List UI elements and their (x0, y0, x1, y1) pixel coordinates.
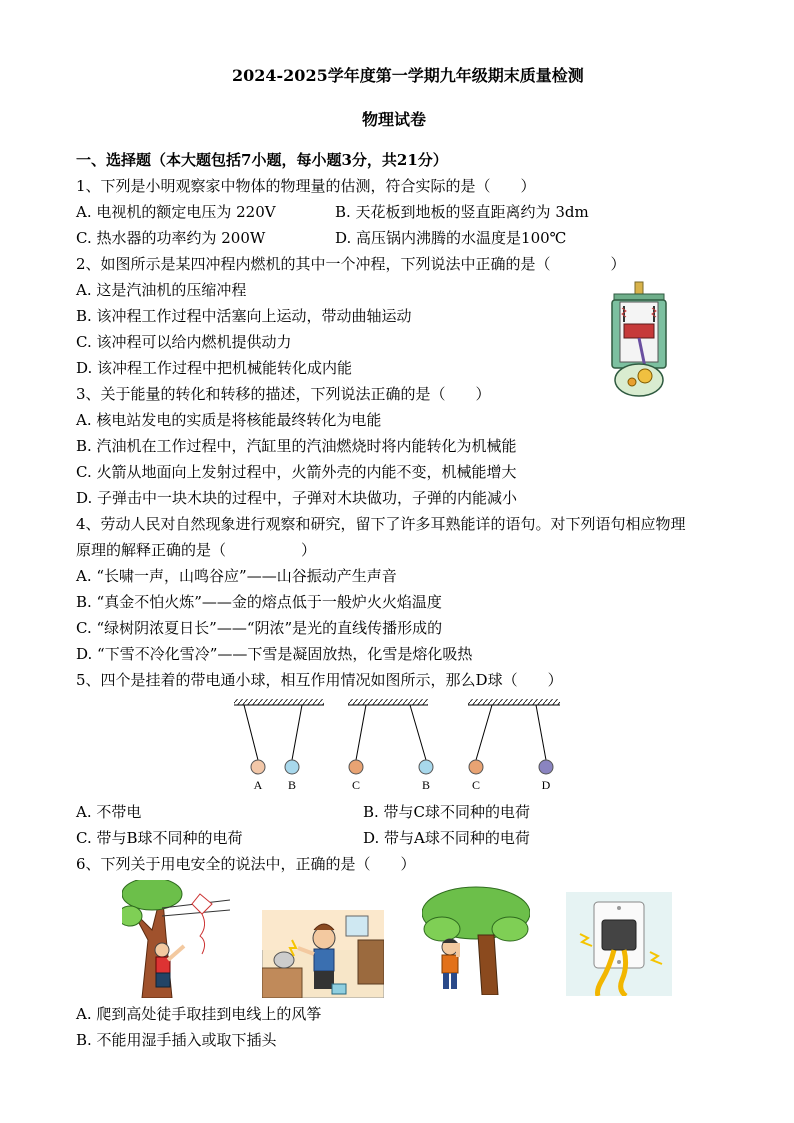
ball-label: C (471, 778, 481, 792)
q6-option-b: B. 不能用湿手插入或取下插头 (76, 1031, 277, 1049)
exam-title: 2024-2025学年度第一学期九年级期末质量检测 (232, 66, 584, 85)
q2-stem: 2、如图所示是某四冲程内燃机的其中一个冲程，下列说法中正确的是（ ） (76, 255, 626, 273)
support-bar-2 (348, 699, 428, 705)
ball-label: C (351, 778, 361, 792)
support-bar-1 (234, 699, 324, 705)
q5-option-a: A. 不带电 (76, 803, 142, 821)
ball-c (469, 760, 483, 774)
q4-stem-line1: 4、劳动人民对自然现象进行观察和研究，留下了许多耳熟能详的语句。对下列语句相应物理 (76, 515, 686, 533)
damaged-plug-illustration (566, 892, 672, 996)
q3-option-a: A. 核电站发电的实质是将核能最终转化为电能 (76, 411, 382, 429)
kite-climbing-illustration (122, 880, 230, 998)
q6-option-a: A. 爬到高处徒手取挂到电线上的风筝 (76, 1005, 322, 1023)
q2-option-b: B. 该冲程工作过程中活塞向上运动，带动曲轴运动 (76, 307, 412, 325)
q1-stem: 1、下列是小明观察家中物体的物理量的估测，符合实际的是（ ） (76, 177, 536, 195)
exam-subtitle: 物理试卷 (362, 110, 427, 129)
wet-hands-plug-illustration (262, 910, 384, 998)
ball-c (349, 760, 363, 774)
q4-option-a: A. “长啸一声，山鸣谷应”——山谷振动产生声音 (76, 567, 397, 585)
q1-option-b: B. 天花板到地板的竖直距离约为 3dm (335, 203, 589, 221)
q5-stem: 5、四个是挂着的带电通小球，相互作用情况如图所示，那么D球（ ） (76, 671, 563, 689)
q3-option-c: C. 火箭从地面向上发射过程中，火箭外壳的内能不变，机械能增大 (76, 463, 517, 481)
ball-label: B (421, 778, 431, 792)
q4-option-d: D. “下雪不冷化雪冷”——下雪是凝固放热，化雪是熔化吸热 (76, 645, 473, 663)
ball-d (539, 760, 553, 774)
charged-balls-figure (230, 696, 570, 796)
q6-stem: 6、下列关于用电安全的说法中，正确的是（ ） (76, 855, 416, 873)
section-heading: 一、选择题（本大题包括7小题，每小题3分，共21分） (76, 151, 448, 169)
q4-option-c: C. “绿树阴浓夏日长”——“阴浓”是光的直线传播形成的 (76, 619, 443, 637)
q3-option-b: B. 汽油机在工作过程中，汽缸里的汽油燃烧时将内能转化为机械能 (76, 437, 517, 455)
q1-option-c: C. 热水器的功率约为 200W (76, 229, 266, 247)
q5-option-c: C. 带与B球不同种的电荷 (76, 829, 243, 847)
q3-stem: 3、关于能量的转化和转移的描述，下列说法正确的是（ ） (76, 385, 491, 403)
q1-option-a: A. 电视机的额定电压为 220V (76, 203, 276, 221)
ball-label: A (253, 778, 263, 792)
engine-figure (600, 280, 680, 400)
tree-shelter-illustration (422, 885, 530, 995)
ball-b (285, 760, 299, 774)
q2-option-c: C. 该冲程可以给内燃机提供动力 (76, 333, 292, 351)
q5-option-d: D. 带与A球不同种的电荷 (363, 829, 530, 847)
ball-a (251, 760, 265, 774)
q2-option-a: A. 这是汽油机的压缩冲程 (76, 281, 247, 299)
q4-option-b: B. “真金不怕火炼”——金的熔点低于一般炉火火焰温度 (76, 593, 442, 611)
q1-option-d: D. 高压锅内沸腾的水温度是100℃ (335, 229, 567, 247)
q3-option-d: D. 子弹击中一块木块的过程中，子弹对木块做功，子弹的内能减小 (76, 489, 518, 507)
support-bar-3 (468, 699, 560, 705)
q4-stem-line2: 原理的解释正确的是（ ） (76, 541, 317, 559)
ball-label: D (541, 778, 551, 792)
q5-option-b: B. 带与C球不同种的电荷 (363, 803, 531, 821)
ball-label: B (287, 778, 297, 792)
q2-option-d: D. 该冲程工作过程中把机械能转化成内能 (76, 359, 353, 377)
ball-b (419, 760, 433, 774)
